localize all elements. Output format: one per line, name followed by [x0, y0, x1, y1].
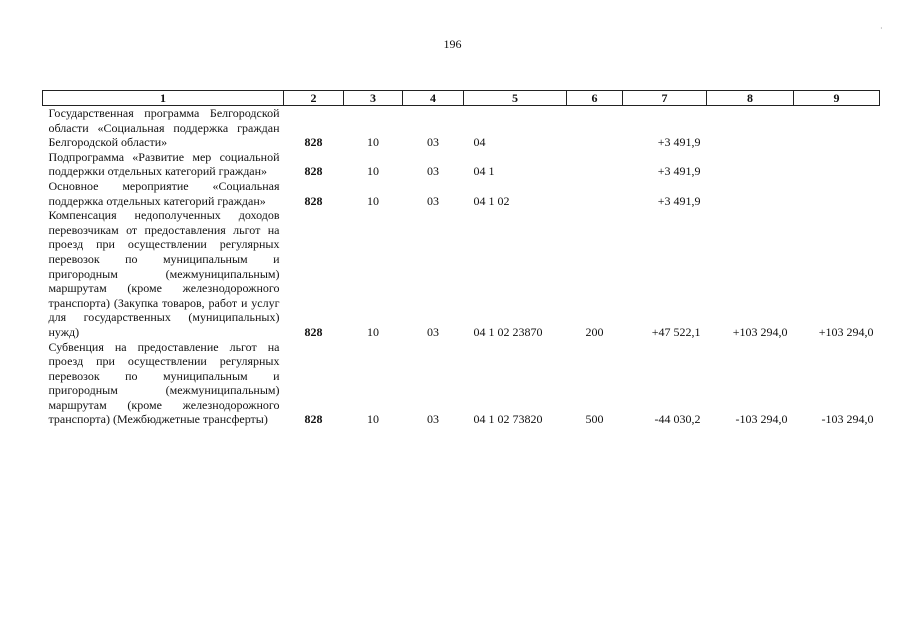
table-row: [43, 150, 880, 179]
row-description: Компенсация недополученных доходов перевозчикам от предоставления льгот на проезд при осуществлении регулярных перевозок по муниципальным и пригородным (межмуниципальным) маршрутам (кроме железнодорожного транспорта) (Закупка товаров, работ и услуг для государственных (муниципальных) нужд): [48, 208, 280, 339]
table-row: [43, 179, 880, 208]
cell-c4: 03: [427, 193, 439, 208]
cell-c5: 04 1 02 73820: [473, 412, 543, 427]
cell-c7: +3 491,9: [657, 193, 701, 208]
cell-c7: +3 491,9: [657, 135, 701, 150]
scan-speck: ·: [880, 24, 883, 33]
cell-c2: 828: [304, 164, 323, 179]
cell-c5: 04: [473, 135, 486, 150]
cell-c8: [707, 179, 794, 208]
cell-c9: +103 294,0: [818, 324, 874, 339]
row-description: Основное мероприятие «Социальная поддержка отдельных категорий граждан»: [48, 178, 280, 208]
cell-c9: -103 294,0: [821, 412, 874, 427]
cell-c3: 10: [367, 324, 379, 339]
cell-c9: [794, 106, 880, 150]
col-header: 6: [567, 91, 623, 106]
col-header: 8: [707, 91, 794, 106]
row-description: Подпрограмма «Развитие мер социальной поддержки отдельных категорий граждан»: [48, 149, 280, 179]
cell-c6: 200: [585, 324, 604, 339]
cell-c8: +103 294,0: [732, 324, 788, 339]
table-row: [43, 106, 880, 150]
cell-c6: [567, 106, 623, 150]
header-row: [43, 91, 880, 106]
cell-c5: 04 1 02: [473, 193, 510, 208]
cell-c4: 03: [427, 324, 439, 339]
cell-c7: -44 030,2: [654, 412, 701, 427]
cell-c9: [794, 179, 880, 208]
cell-c8: -103 294,0: [735, 412, 788, 427]
cell-c3: 10: [367, 412, 379, 427]
cell-c3: 10: [367, 164, 379, 179]
cell-c7: +47 522,1: [651, 324, 701, 339]
cell-c9: [794, 150, 880, 179]
cell-c7: +3 491,9: [657, 164, 701, 179]
cell-c3: 10: [367, 135, 379, 150]
col-header: 1: [43, 91, 284, 106]
cell-c4: 03: [427, 164, 439, 179]
page-number: 196: [443, 37, 462, 51]
col-header: 9: [794, 91, 880, 106]
cell-c5: 04 1: [473, 164, 495, 179]
cell-c6: 500: [585, 412, 604, 427]
row-description: Государственная программа Белгородской области «Социальная поддержка граждан Белгородской области»: [48, 106, 280, 150]
col-header: 3: [344, 91, 403, 106]
row-description: Субвенция на предоставление льгот на проезд при осуществлении регулярных перевозок по муниципальным и пригородным (межмуниципальным) маршрутам (кроме железнодорожного транспорта) (Межбюджетные трансферты): [48, 339, 280, 427]
cell-c4: 03: [427, 135, 439, 150]
cell-c6: [567, 150, 623, 179]
cell-c2: 828: [304, 193, 323, 208]
cell-c6: [567, 179, 623, 208]
cell-c4: 03: [427, 412, 439, 427]
cell-c8: [707, 106, 794, 150]
budget-table: [42, 90, 880, 427]
cell-c8: [707, 150, 794, 179]
table-row: [43, 340, 880, 428]
col-header: 5: [464, 91, 567, 106]
col-header: 2: [284, 91, 344, 106]
cell-c5: 04 1 02 23870: [473, 324, 543, 339]
col-header: 7: [623, 91, 707, 106]
cell-c3: 10: [367, 193, 379, 208]
cell-c2: 828: [304, 412, 323, 427]
cell-c2: 828: [304, 135, 323, 150]
cell-c2: 828: [304, 324, 323, 339]
col-header: 4: [403, 91, 464, 106]
table-row: [43, 208, 880, 339]
